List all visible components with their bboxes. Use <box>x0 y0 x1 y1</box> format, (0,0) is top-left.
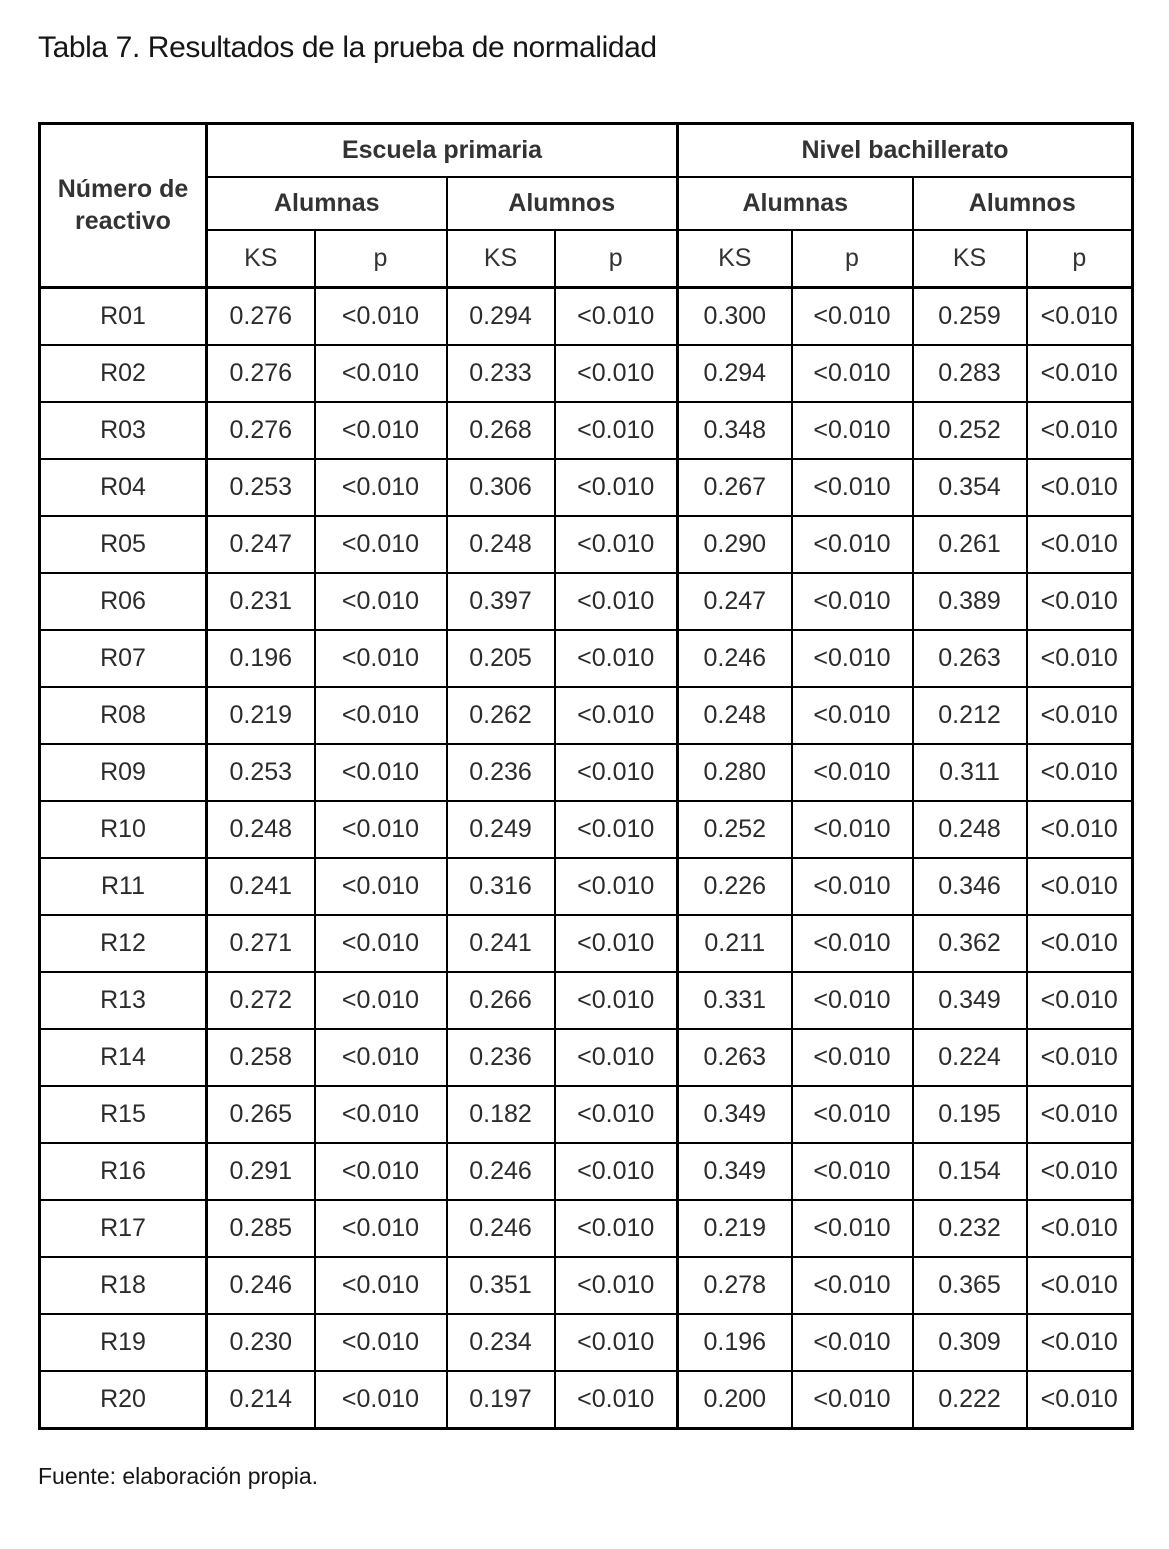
reactivo-id: R18 <box>40 1257 207 1314</box>
ks-value: 0.351 <box>447 1257 555 1314</box>
p-value: <0.010 <box>1027 630 1133 687</box>
p-value: <0.010 <box>555 516 678 573</box>
table-row <box>40 345 1133 402</box>
ks-value: 0.290 <box>678 516 792 573</box>
table-row <box>40 858 1133 915</box>
p-value: <0.010 <box>792 801 913 858</box>
stat-header-p: p <box>315 230 447 288</box>
p-value: <0.010 <box>1027 915 1133 972</box>
ks-value: 0.280 <box>678 744 792 801</box>
p-value: <0.010 <box>792 1143 913 1200</box>
ks-value: 0.349 <box>678 1086 792 1143</box>
ks-value: 0.253 <box>207 459 315 516</box>
p-value: <0.010 <box>315 687 447 744</box>
ks-value: 0.276 <box>207 402 315 459</box>
stat-header-ks: KS <box>913 230 1027 288</box>
ks-value: 0.246 <box>447 1143 555 1200</box>
p-value: <0.010 <box>555 630 678 687</box>
p-value: <0.010 <box>792 744 913 801</box>
p-value: <0.010 <box>555 288 678 346</box>
p-value: <0.010 <box>1027 516 1133 573</box>
reactivo-id: R17 <box>40 1200 207 1257</box>
p-value: <0.010 <box>792 858 913 915</box>
p-value: <0.010 <box>315 1086 447 1143</box>
p-value: <0.010 <box>555 1143 678 1200</box>
p-value: <0.010 <box>315 630 447 687</box>
p-value: <0.010 <box>555 1257 678 1314</box>
p-value: <0.010 <box>1027 972 1133 1029</box>
ks-value: 0.354 <box>913 459 1027 516</box>
ks-value: 0.268 <box>447 402 555 459</box>
p-value: <0.010 <box>315 459 447 516</box>
ks-value: 0.271 <box>207 915 315 972</box>
ks-value: 0.306 <box>447 459 555 516</box>
ks-value: 0.261 <box>913 516 1027 573</box>
ks-value: 0.252 <box>678 801 792 858</box>
ks-value: 0.200 <box>678 1371 792 1429</box>
ks-value: 0.214 <box>207 1371 315 1429</box>
stat-header-ks: KS <box>447 230 555 288</box>
ks-value: 0.272 <box>207 972 315 1029</box>
source-note: Fuente: elaboración propia. <box>38 1463 319 1489</box>
p-value: <0.010 <box>1027 1200 1133 1257</box>
reactivo-id: R15 <box>40 1086 207 1143</box>
ks-value: 0.362 <box>913 915 1027 972</box>
p-value: <0.010 <box>792 1029 913 1086</box>
p-value: <0.010 <box>792 915 913 972</box>
ks-value: 0.212 <box>913 687 1027 744</box>
ks-value: 0.211 <box>678 915 792 972</box>
group-header-primaria-alumnos: Alumnos <box>447 177 678 230</box>
p-value: <0.010 <box>315 1029 447 1086</box>
ks-value: 0.276 <box>207 345 315 402</box>
ks-value: 0.263 <box>913 630 1027 687</box>
p-value: <0.010 <box>555 801 678 858</box>
reactivo-id: R19 <box>40 1314 207 1371</box>
ks-value: 0.316 <box>447 858 555 915</box>
table-row <box>40 744 1133 801</box>
p-value: <0.010 <box>1027 1257 1133 1314</box>
p-value: <0.010 <box>1027 1314 1133 1371</box>
ks-value: 0.196 <box>207 630 315 687</box>
reactivo-id: R06 <box>40 573 207 630</box>
normality-results-table <box>38 122 1134 1430</box>
ks-value: 0.230 <box>207 1314 315 1371</box>
p-value: <0.010 <box>1027 1029 1133 1086</box>
ks-value: 0.294 <box>678 345 792 402</box>
reactivo-id: R04 <box>40 459 207 516</box>
p-value: <0.010 <box>315 801 447 858</box>
level-header-nivel-bachillerato: Nivel bachillerato <box>678 124 1133 178</box>
ks-value: 0.249 <box>447 801 555 858</box>
ks-value: 0.266 <box>447 972 555 1029</box>
ks-value: 0.389 <box>913 573 1027 630</box>
p-value: <0.010 <box>792 345 913 402</box>
table-row <box>40 1371 1133 1429</box>
p-value: <0.010 <box>555 687 678 744</box>
p-value: <0.010 <box>555 345 678 402</box>
group-header-bachillerato-alumnos: Alumnos <box>913 177 1133 230</box>
ks-value: 0.253 <box>207 744 315 801</box>
p-value: <0.010 <box>792 1257 913 1314</box>
ks-value: 0.241 <box>207 858 315 915</box>
p-value: <0.010 <box>1027 801 1133 858</box>
ks-value: 0.182 <box>447 1086 555 1143</box>
ks-value: 0.267 <box>678 459 792 516</box>
p-value: <0.010 <box>315 1200 447 1257</box>
p-value: <0.010 <box>1027 402 1133 459</box>
ks-value: 0.252 <box>913 402 1027 459</box>
reactivo-id: R02 <box>40 345 207 402</box>
group-header-bachillerato-alumnas: Alumnas <box>678 177 913 230</box>
reactivo-id: R11 <box>40 858 207 915</box>
p-value: <0.010 <box>792 972 913 1029</box>
table-row <box>40 1314 1133 1371</box>
ks-value: 0.231 <box>207 573 315 630</box>
p-value: <0.010 <box>315 1371 447 1429</box>
table-row <box>40 1086 1133 1143</box>
reactivo-id: R10 <box>40 801 207 858</box>
ks-value: 0.311 <box>913 744 1027 801</box>
p-value: <0.010 <box>315 1257 447 1314</box>
p-value: <0.010 <box>315 402 447 459</box>
p-value: <0.010 <box>555 573 678 630</box>
ks-value: 0.348 <box>678 402 792 459</box>
reactivo-id: R09 <box>40 744 207 801</box>
reactivo-id: R16 <box>40 1143 207 1200</box>
p-value: <0.010 <box>1027 288 1133 346</box>
ks-value: 0.349 <box>913 972 1027 1029</box>
corner-header-numero-de-reactivo: Número de reactivo <box>40 124 207 288</box>
ks-value: 0.283 <box>913 345 1027 402</box>
ks-value: 0.259 <box>913 288 1027 346</box>
ks-value: 0.248 <box>207 801 315 858</box>
ks-value: 0.205 <box>447 630 555 687</box>
p-value: <0.010 <box>792 516 913 573</box>
p-value: <0.010 <box>1027 1143 1133 1200</box>
table-row <box>40 915 1133 972</box>
ks-value: 0.241 <box>447 915 555 972</box>
ks-value: 0.248 <box>913 801 1027 858</box>
stat-header-p: p <box>555 230 678 288</box>
table-row <box>40 288 1133 346</box>
reactivo-id: R12 <box>40 915 207 972</box>
p-value: <0.010 <box>315 345 447 402</box>
p-value: <0.010 <box>792 402 913 459</box>
ks-value: 0.262 <box>447 687 555 744</box>
ks-value: 0.219 <box>678 1200 792 1257</box>
ks-value: 0.196 <box>678 1314 792 1371</box>
table-title: Tabla 7. Resultados de la prueba de normalidad <box>38 31 657 64</box>
p-value: <0.010 <box>1027 687 1133 744</box>
ks-value: 0.197 <box>447 1371 555 1429</box>
p-value: <0.010 <box>555 915 678 972</box>
p-value: <0.010 <box>1027 459 1133 516</box>
p-value: <0.010 <box>315 1143 447 1200</box>
ks-value: 0.247 <box>678 573 792 630</box>
stat-header-ks: KS <box>678 230 792 288</box>
ks-value: 0.233 <box>447 345 555 402</box>
p-value: <0.010 <box>555 1086 678 1143</box>
reactivo-id: R03 <box>40 402 207 459</box>
table-row <box>40 402 1133 459</box>
ks-value: 0.246 <box>678 630 792 687</box>
reactivo-id: R20 <box>40 1371 207 1429</box>
table-row <box>40 1029 1133 1086</box>
p-value: <0.010 <box>315 573 447 630</box>
table-header <box>40 124 1133 288</box>
ks-value: 0.291 <box>207 1143 315 1200</box>
p-value: <0.010 <box>315 915 447 972</box>
ks-value: 0.248 <box>447 516 555 573</box>
reactivo-id: R07 <box>40 630 207 687</box>
ks-value: 0.224 <box>913 1029 1027 1086</box>
p-value: <0.010 <box>792 630 913 687</box>
p-value: <0.010 <box>555 402 678 459</box>
ks-value: 0.246 <box>447 1200 555 1257</box>
p-value: <0.010 <box>792 288 913 346</box>
ks-value: 0.154 <box>913 1143 1027 1200</box>
p-value: <0.010 <box>315 858 447 915</box>
p-value: <0.010 <box>555 972 678 1029</box>
reactivo-id: R05 <box>40 516 207 573</box>
table-row <box>40 516 1133 573</box>
group-header-primaria-alumnas: Alumnas <box>207 177 447 230</box>
ks-value: 0.236 <box>447 1029 555 1086</box>
stat-header-p: p <box>792 230 913 288</box>
p-value: <0.010 <box>1027 1086 1133 1143</box>
p-value: <0.010 <box>792 1314 913 1371</box>
table-row <box>40 459 1133 516</box>
p-value: <0.010 <box>555 1371 678 1429</box>
ks-value: 0.300 <box>678 288 792 346</box>
ks-value: 0.346 <box>913 858 1027 915</box>
p-value: <0.010 <box>792 687 913 744</box>
level-header-escuela-primaria: Escuela primaria <box>207 124 678 178</box>
p-value: <0.010 <box>315 1314 447 1371</box>
p-value: <0.010 <box>555 1200 678 1257</box>
p-value: <0.010 <box>315 744 447 801</box>
p-value: <0.010 <box>555 858 678 915</box>
table-row <box>40 687 1133 744</box>
p-value: <0.010 <box>315 972 447 1029</box>
ks-value: 0.236 <box>447 744 555 801</box>
ks-value: 0.294 <box>447 288 555 346</box>
table-row <box>40 573 1133 630</box>
ks-value: 0.234 <box>447 1314 555 1371</box>
p-value: <0.010 <box>1027 345 1133 402</box>
p-value: <0.010 <box>792 573 913 630</box>
p-value: <0.010 <box>315 288 447 346</box>
reactivo-id: R01 <box>40 288 207 346</box>
p-value: <0.010 <box>555 744 678 801</box>
p-value: <0.010 <box>315 516 447 573</box>
reactivo-id: R08 <box>40 687 207 744</box>
p-value: <0.010 <box>555 459 678 516</box>
p-value: <0.010 <box>1027 744 1133 801</box>
reactivo-id: R14 <box>40 1029 207 1086</box>
p-value: <0.010 <box>792 1086 913 1143</box>
ks-value: 0.222 <box>913 1371 1027 1429</box>
ks-value: 0.265 <box>207 1086 315 1143</box>
ks-value: 0.331 <box>678 972 792 1029</box>
p-value: <0.010 <box>1027 1371 1133 1429</box>
p-value: <0.010 <box>1027 858 1133 915</box>
table-row <box>40 1200 1133 1257</box>
p-value: <0.010 <box>555 1314 678 1371</box>
p-value: <0.010 <box>792 459 913 516</box>
ks-value: 0.397 <box>447 573 555 630</box>
table-row <box>40 801 1133 858</box>
ks-value: 0.247 <box>207 516 315 573</box>
table-row <box>40 1143 1133 1200</box>
ks-value: 0.365 <box>913 1257 1027 1314</box>
table-row <box>40 1257 1133 1314</box>
header-row-levels <box>40 124 1133 178</box>
ks-value: 0.263 <box>678 1029 792 1086</box>
table-body <box>40 288 1133 1429</box>
ks-value: 0.248 <box>678 687 792 744</box>
ks-value: 0.246 <box>207 1257 315 1314</box>
p-value: <0.010 <box>792 1371 913 1429</box>
ks-value: 0.232 <box>913 1200 1027 1257</box>
ks-value: 0.276 <box>207 288 315 346</box>
ks-value: 0.309 <box>913 1314 1027 1371</box>
ks-value: 0.349 <box>678 1143 792 1200</box>
stat-header-ks: KS <box>207 230 315 288</box>
stat-header-p: p <box>1027 230 1133 288</box>
ks-value: 0.278 <box>678 1257 792 1314</box>
ks-value: 0.195 <box>913 1086 1027 1143</box>
p-value: <0.010 <box>792 1200 913 1257</box>
ks-value: 0.285 <box>207 1200 315 1257</box>
ks-value: 0.219 <box>207 687 315 744</box>
p-value: <0.010 <box>555 1029 678 1086</box>
table-row <box>40 630 1133 687</box>
reactivo-id: R13 <box>40 972 207 1029</box>
ks-value: 0.258 <box>207 1029 315 1086</box>
ks-value: 0.226 <box>678 858 792 915</box>
p-value: <0.010 <box>1027 573 1133 630</box>
table-row <box>40 972 1133 1029</box>
